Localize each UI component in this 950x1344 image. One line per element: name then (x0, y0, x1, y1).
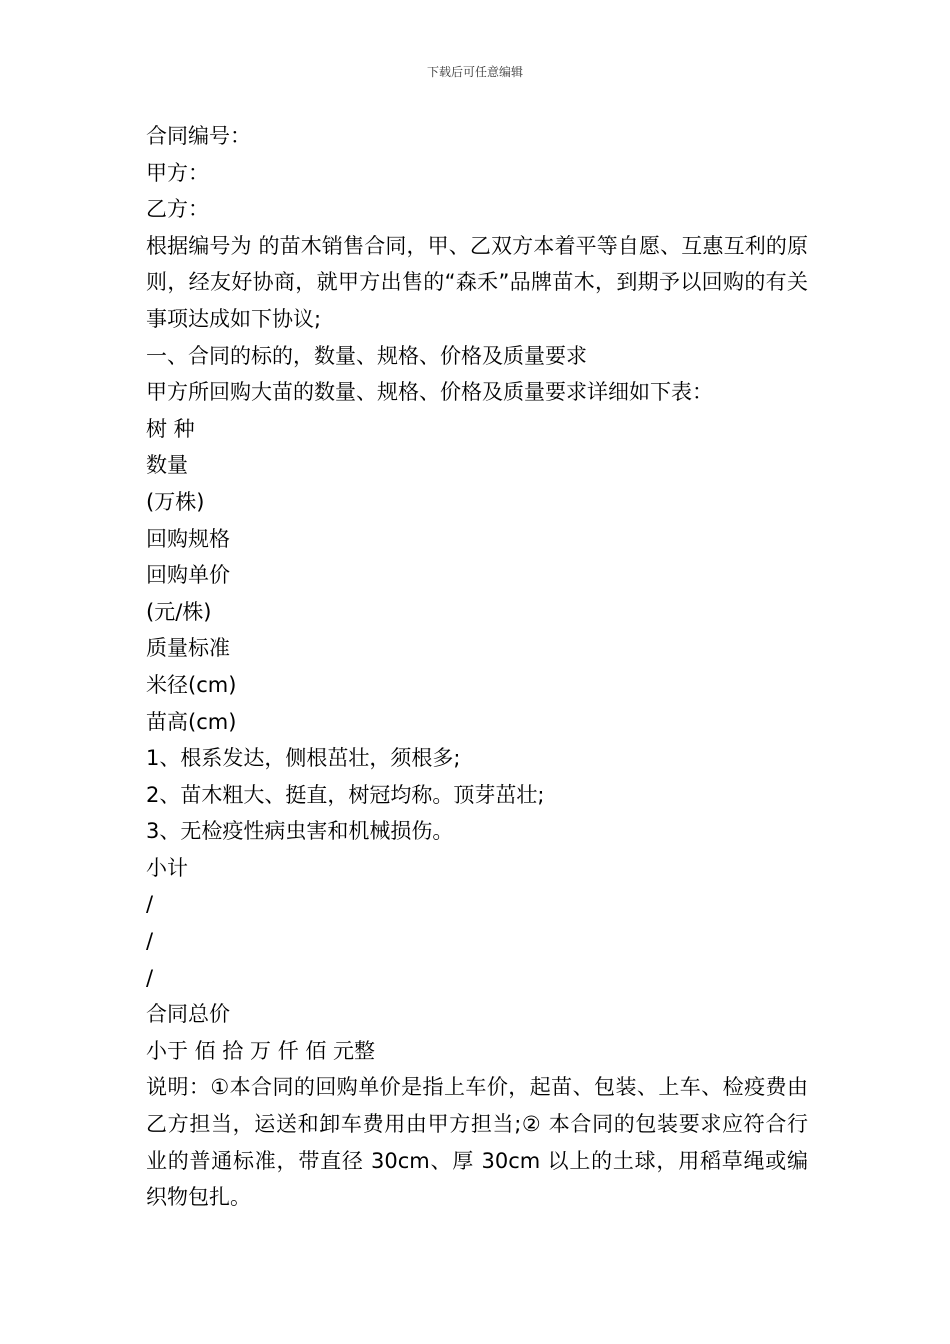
table-subheader-diameter: 米径(cm) (146, 672, 237, 697)
header-note: 下载后可任意编辑 (426, 65, 523, 79)
total-price-amount: 小于 佰 拾 万 仟 佰 元整 (146, 1038, 376, 1063)
table-subheader-height: 苗高(cm) (146, 709, 237, 734)
contract-number-label: 合同编号： (146, 124, 251, 148)
subtotal-label: 小计 (146, 855, 188, 880)
table-header-quantity-unit: (万株) (146, 489, 205, 514)
table-header-spec: 回购规格 (146, 526, 230, 551)
party-b-label: 乙方： (146, 197, 209, 222)
quality-standard-1: 1、根系发达，侧根茁壮，须根多; (146, 746, 461, 771)
table-header-quality: 质量标准 (146, 636, 230, 661)
quality-standard-2: 2、苗木粗大、挺直，树冠均称。顶芽茁壮; (146, 782, 545, 807)
notes-paragraph: 说明：①本合同的回购单价是指上车价，起苗、包装、上车、检疫费由乙方担当，运送和卸车费用由甲方担当;② 本合同的包装要求应符合行业的普通标准，带直径 30cm、厚 30cm 以上的土球，用稻草绳或编织物包扎。 (146, 1075, 808, 1210)
subtotal-slash-1: / (146, 892, 154, 917)
subtotal-slash-2: / (146, 929, 154, 954)
table-header-price: 回购单价 (146, 563, 230, 588)
contract-body (146, 118, 808, 1216)
table-header-price-unit: (元/株) (146, 599, 212, 624)
party-a-label: 甲方： (146, 160, 209, 185)
intro-paragraph: 根据编号为 的苗木销售合同，甲、乙双方本着平等自愿、互惠互利的原则，经友好协商，就甲方出售的“森禾”品牌苗木，到期予以回购的有关事项达成如下协议; (146, 233, 808, 331)
table-header-quantity: 数量 (146, 453, 188, 478)
quality-standard-3: 3、无检疫性病虫害和机械损伤。 (146, 819, 454, 844)
section-1-title: 一、合同的标的，数量、规格、价格及质量要求 (146, 343, 587, 368)
subtotal-slash-3: / (146, 965, 154, 990)
total-price-label: 合同总价 (146, 1002, 230, 1027)
section-1-description: 甲方所回购大苗的数量、规格、价格及质量要求详细如下表： (146, 380, 713, 405)
table-header-species: 树 种 (146, 416, 195, 441)
